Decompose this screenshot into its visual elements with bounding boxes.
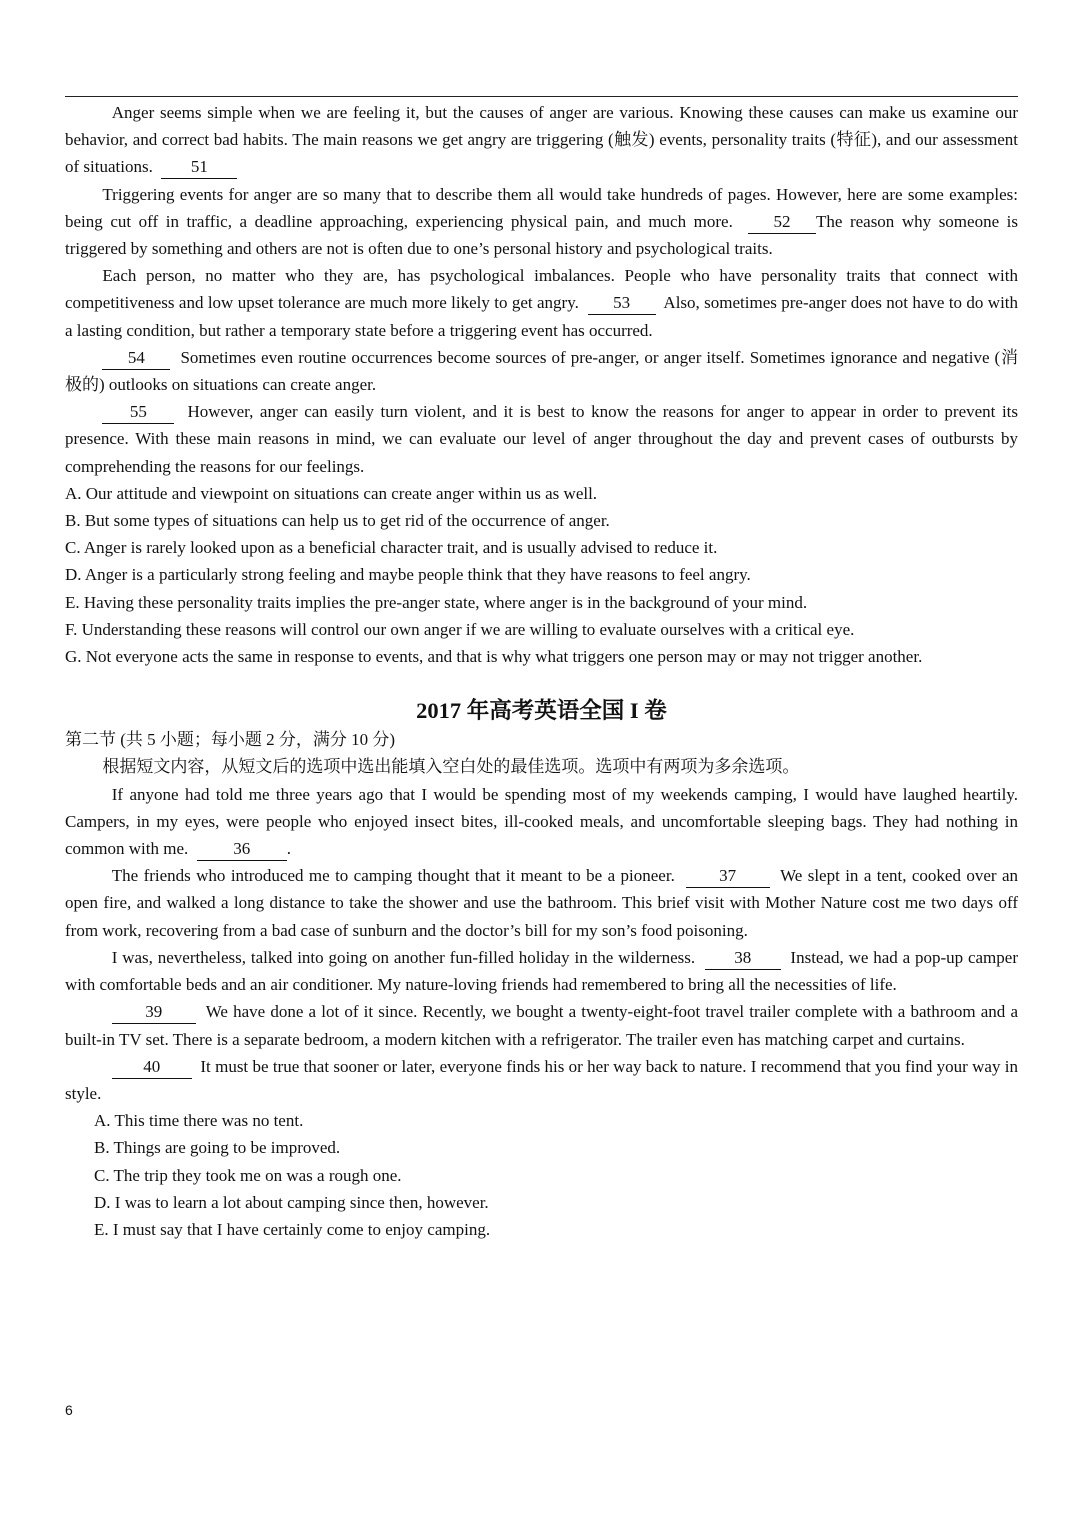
option-a: A. This time there was no tent. <box>94 1111 304 1131</box>
option-c: C. Anger is rarely looked upon as a beneficial character trait, and is usually advised to reduce it. <box>65 538 718 558</box>
passage2-paragraph-1: If anyone had told me three years ago that I would be spending most of my weekends camping, I would have laughed heartily. Campers, in my eyes, were people who enjoyed insect bites, ill-cooked meals, and uncomfortable sleeping bags. They had nothing in common with me. 36 . <box>65 781 1018 863</box>
page-number: 6 <box>65 1402 73 1418</box>
section-label: 第二节 (共 5 小题；每小题 2 分，满分 10 分) <box>65 730 396 750</box>
passage2-options <box>65 1107 1018 1243</box>
blank-40[interactable]: 40 <box>112 1056 192 1079</box>
blank-38[interactable]: 38 <box>705 947 781 970</box>
passage1-paragraph-4: 54 Sometimes even routine occurrences become sources of pre-anger, or anger itself. Sometimes ignorance and negative (消极的) outlooks on situations can create anger. <box>65 347 1018 395</box>
blank-52[interactable]: 52 <box>748 211 816 234</box>
blank-39[interactable]: 39 <box>112 1001 196 1024</box>
option-g: G. Not everyone acts the same in response to events, and that is why what triggers one person may or may not trigger another. <box>65 647 923 667</box>
passage2-paragraph-3: I was, nevertheless, talked into going on another fun-filled holiday in the wilderness. 38 Instead, we had a pop-up camper with comfortable beds and an air conditioner. My nature-loving friends had remembered to bring all the necessities of life. <box>65 947 1018 995</box>
blank-53[interactable]: 53 <box>588 292 656 315</box>
blank-54[interactable]: 54 <box>102 347 170 370</box>
section-instruction: 根据短文内容，从短文后的选项中选出能填入空白处的最佳选项。选项中有两项为多余选项。 <box>102 757 800 777</box>
passage1-paragraph-3: Each person, no matter who they are, has psychological imbalances. People who have personality traits that connect with competitiveness and low upset tolerance are much more likely to get angry. 53 Also, sometimes pre-anger does not have to do with a lasting condition, but rather a temporary state before a triggering event has occurred. <box>65 266 1019 340</box>
option-d: D. I was to learn a lot about camping since then, however. <box>94 1192 489 1212</box>
passage1-paragraph-2: Triggering events for anger are so many that to describe them all would take hundreds of pages. However, here are some examples: being cut off in traffic, a deadline approaching, experiencing physical pain, and much more. 52 The reason why someone is triggered by something and others are not is often due to one’s personal history and psychological traits. <box>65 184 1019 259</box>
section-title: 2017 年高考英语全国 I 卷 <box>416 698 667 724</box>
passage2-paragraph-4: 39 We have done a lot of it since. Recently, we bought a twenty-eight-foot travel trailer complete with a bathroom and a built-in TV set. There is a separate bedroom, a modern kitchen with a refrigerator. The trailer even has matching carpet and curtains. <box>65 1002 1018 1049</box>
passage2-paragraph-2: The friends who introduced me to camping thought that it meant to be a pioneer. 37 We slept in a tent, cooked over an open fire, and walked a long distance to take the shower and use the bathroom. This brief visit with Mother Nature cost me two days off from work, recovering from a bad case of sunburn and the doctor’s bill for my son’s food poisoning. <box>65 866 1018 940</box>
blank-51[interactable]: 51 <box>161 156 237 179</box>
option-b: B. Things are going to be improved. <box>94 1138 341 1158</box>
document-page <box>65 96 1018 1243</box>
passage1-paragraph-1: Anger seems simple when we are feeling it, but the causes of anger are various. Knowing these causes can make us examine our behavior, and correct bad habits. The main reasons we get angry are triggering (触发) events, personality traits (特征), and our assessment of situations. 51 <box>65 99 1018 181</box>
header-rule <box>65 96 1018 97</box>
blank-55[interactable]: 55 <box>102 401 174 424</box>
option-f: F. Understanding these reasons will control our own anger if we are willing to evaluate ourselves with a critical eye. <box>65 619 855 639</box>
option-c: C. The trip they took me on was a rough one. <box>94 1165 402 1185</box>
option-a: A. Our attitude and viewpoint on situations can create anger within us as well. <box>65 483 598 503</box>
option-e: E. Having these personality traits implies the pre-anger state, where anger is in the background of your mind. <box>65 592 808 612</box>
option-b: B. But some types of situations can help us to get rid of the occurrence of anger. <box>65 511 610 531</box>
option-d: D. Anger is a particularly strong feeling and maybe people think that they have reasons to feel angry. <box>65 565 751 585</box>
blank-37[interactable]: 37 <box>686 865 770 888</box>
blank-36[interactable]: 36 <box>197 838 287 861</box>
passage2-paragraph-5: 40 It must be true that sooner or later, everyone finds his or her way back to nature. I recommend that you find your way in style. <box>65 1056 1018 1103</box>
passage1-options <box>65 480 1018 670</box>
passage1-paragraph-5: 55 However, anger can easily turn violent, and it is best to know the reasons for anger to appear in order to prevent its presence. With these main reasons in mind, we can evaluate our level of anger throughout the day and prevent cases of outbursts by comprehending the reasons for our feelings. <box>65 402 1019 476</box>
option-e: E. I must say that I have certainly come to enjoy camping. <box>94 1219 491 1239</box>
